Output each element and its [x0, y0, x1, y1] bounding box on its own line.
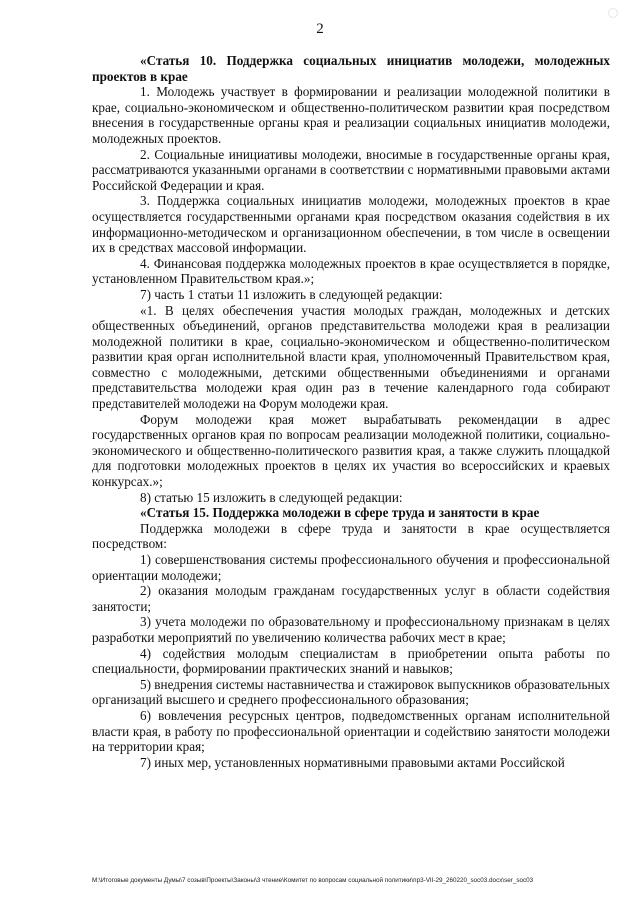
paragraph: Форум молодежи края может вырабатывать рекомендации в адрес государственных органов края по вопросам реализации молодежной политики, социально-экономического и общественно-политического развития края, а также служить площадкой для подготовки молодежных проектов в целях их участия во всероссийских и краевых конкурсах.»; — [92, 411, 610, 490]
paragraph: 5) внедрения системы наставничества и стажировок выпускников образовательных организаций высшего и среднего профессионального образования; — [92, 676, 610, 708]
document-body — [92, 53, 610, 770]
paragraph: 7) часть 1 статьи 11 изложить в следующей редакции: — [140, 286, 443, 302]
paragraph: 1. Молодежь участвует в формировании и реализации молодежной политики в крае, социально-экономическом и общественно-политическом развитии края посредством внесения в государственные органы края и реализации социальных инициатив молодежи, молодежных проектов. — [92, 84, 610, 146]
corner-mark-icon — [608, 8, 618, 18]
page-number: 2 — [316, 21, 324, 37]
paragraph: 3. Поддержка социальных инициатив молодежи, молодежных проектов в крае осуществляется государственными органами края посредством оказания содействия в их информационно-методическом и организационном обеспечении, в том числе в освещении их в средствах массовой информации. — [92, 193, 610, 256]
section-heading: «Статья 10. Поддержка социальных инициатив молодежи, молодежных проектов в крае — [92, 53, 610, 84]
paragraph: 2) оказания молодым гражданам государственных услуг в области содействия занятости; — [92, 583, 610, 614]
section-heading: «Статья 15. Поддержка молодежи в сфере труда и занятости в крае — [140, 505, 540, 521]
paragraph: 6) вовлечения ресурсных центров, подведомственных органам исполнительной власти края, в работу по профессиональной ориентации и содействию занятости молодежи на территории края; — [92, 707, 610, 755]
paragraph: 4. Финансовая поддержка молодежных проектов в крае осуществляется в порядке, установленном Правительством края.»; — [92, 255, 610, 287]
paragraph: 7) иных мер, установленных нормативными правовыми актами Российской — [140, 754, 565, 770]
paragraph: 2. Социальные инициативы молодежи, вносимые в государственные органы края, рассматриваются указанными органами в соответствии с нормативными правовыми актами Российской Федерации и края. — [92, 146, 610, 193]
paragraph: 3) учета молодежи по образовательному и профессиональному признакам в целях разработки мероприятий по увеличению количества рабочих мест в крае; — [92, 614, 610, 645]
paragraph: 8) статью 15 изложить в следующей редакции: — [140, 489, 403, 505]
paragraph: «1. В целях обеспечения участия молодых граждан, молодежных и детских общественных объединений, органов представительства молодежи края в реализации молодежной политики в крае, социально-экономическом и общественно-политическом развитии края орган исполнительной власти края, уполномоченный Правительством края, совместно с молодежными, детскими общественными объединениями и органами представительства молодежи края один раз в течение календарного года собирают представителей молодежи на Форум молодежи края. — [92, 302, 610, 412]
paragraph: 4) содействия молодым специалистам в приобретении опыта работы по специальности, формировании практических знаний и навыков; — [92, 645, 610, 677]
paragraph: 1) совершенствования системы профессионального обучения и профессиональной ориентации молодежи; — [92, 552, 610, 583]
footer-file-path: M:\Итоговые документы Думы\7 созыв\Проекты\Законы\3 чтение\Комитет по вопросам социальной политики\пр3-VII-29_260220_soc03.docx\ser_soc03 — [92, 877, 534, 884]
paragraph: Поддержка молодежи в сфере труда и занятости в крае осуществляется посредством: — [92, 520, 610, 552]
